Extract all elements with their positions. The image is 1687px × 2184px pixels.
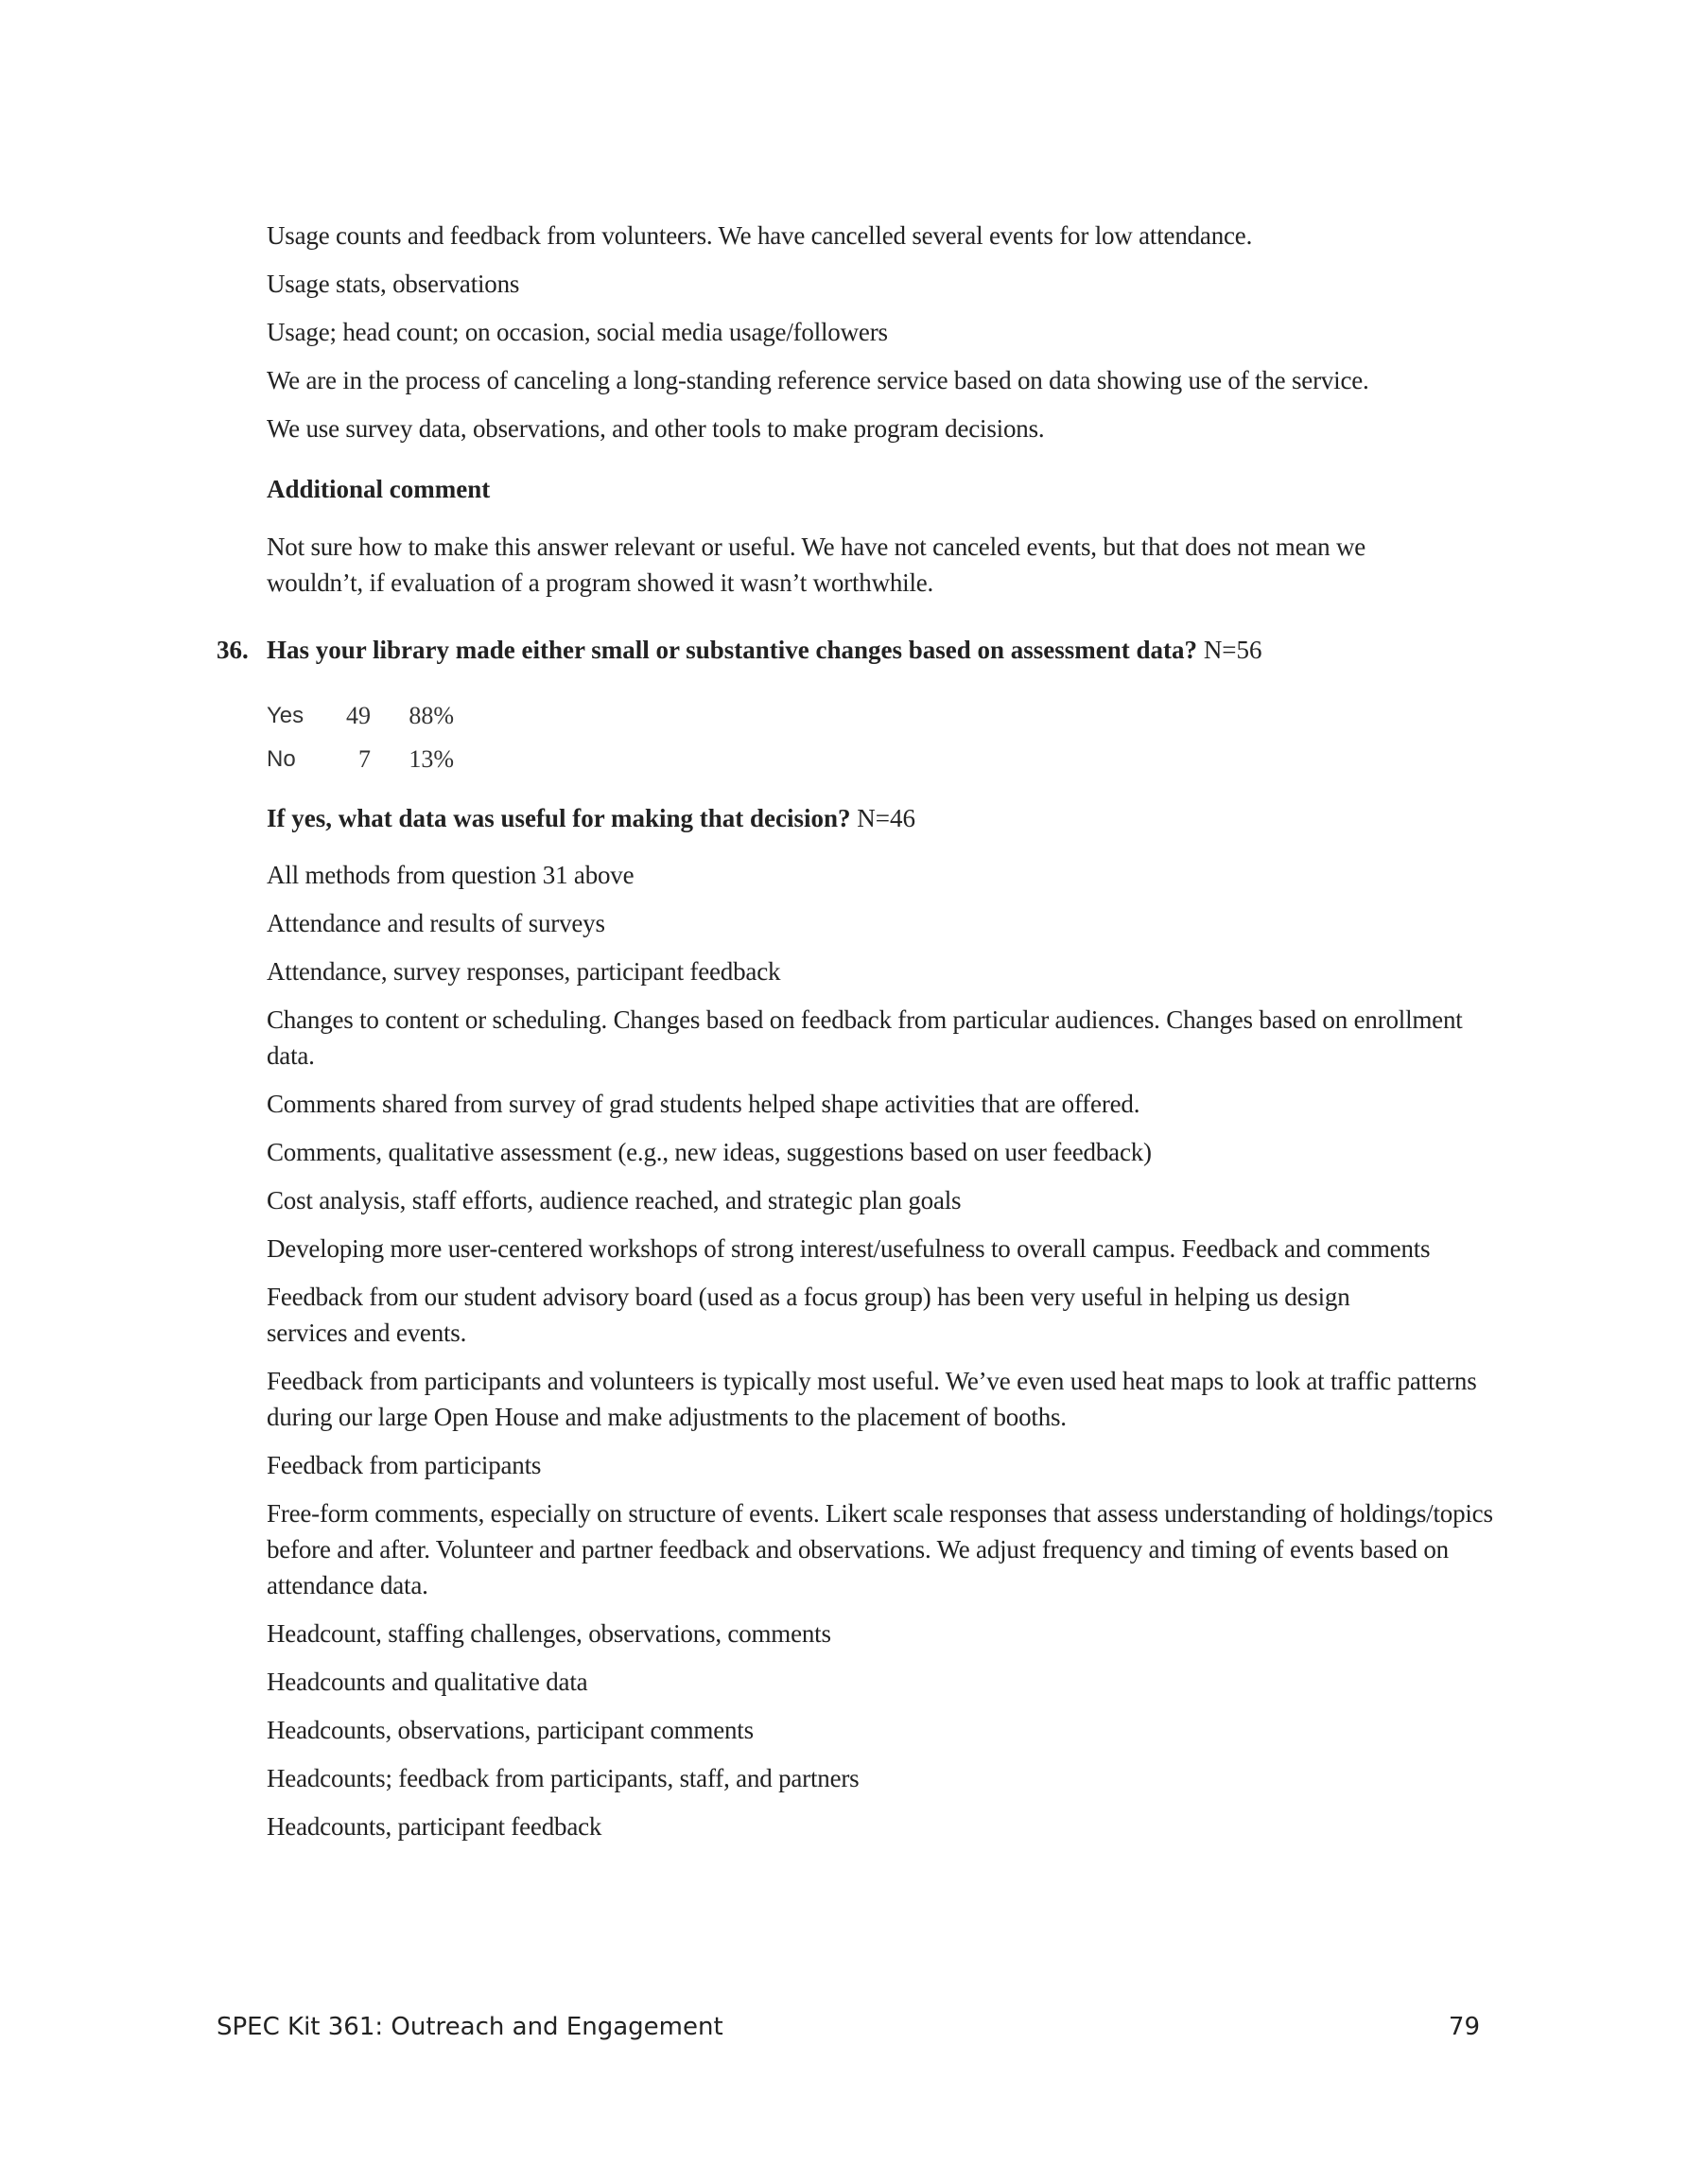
result-row	[267, 738, 454, 781]
additional-comment-heading: Additional comment	[267, 475, 491, 503]
footer-title: SPEC Kit 361: Outreach and Engagement	[217, 2013, 723, 2041]
response-item: Headcount, staffing challenges, observations, comments	[267, 1619, 831, 1648]
result-percent: 13%	[409, 745, 454, 773]
previous-responses	[267, 218, 1496, 446]
question-number: 36.	[217, 636, 249, 664]
response-item: Changes to content or scheduling. Changes based on feedback from particular audiences. Changes based on enrollment data.	[267, 1005, 1463, 1070]
question-heading	[217, 632, 1496, 668]
response-item: All methods from question 31 above	[267, 861, 635, 889]
question-text: Has your library made either small or substantive changes based on assessment data?	[267, 636, 1198, 664]
followup-responses	[267, 857, 1496, 1844]
page-number: 79	[1448, 2013, 1480, 2041]
response-item: Developing more user-centered workshops of strong interest/usefulness to overall campus. Feedback and comments	[267, 1234, 1431, 1263]
response-item: Usage; head count; on occasion, social media usage/followers	[267, 318, 888, 346]
response-item: Headcounts; feedback from participants, staff, and partners	[267, 1764, 860, 1792]
additional-comment-text: Not sure how to make this answer relevant or useful. We have not canceled events, but that does not mean we wouldn’t, if evaluation of a program showed it wasn’t worthwhile.	[267, 533, 1366, 597]
response-item: Headcounts and qualitative data	[267, 1668, 588, 1696]
result-label: Yes	[267, 703, 304, 728]
response-item: Usage counts and feedback from volunteers. We have cancelled several events for low attendance.	[267, 221, 1253, 250]
results-table	[267, 694, 454, 781]
response-item: Feedback from participants	[267, 1451, 542, 1479]
result-count: 7	[358, 745, 371, 773]
response-item: Attendance and results of surveys	[267, 909, 605, 937]
result-count: 49	[346, 702, 371, 729]
response-item: Attendance, survey responses, participant feedback	[267, 957, 781, 986]
response-item: Comments, qualitative assessment (e.g., new ideas, suggestions based on user feedback)	[267, 1138, 1152, 1166]
response-item: Cost analysis, staff efforts, audience reached, and strategic plan goals	[267, 1186, 962, 1214]
result-label: No	[267, 746, 296, 772]
question-n: N=56	[1203, 636, 1262, 664]
response-item: Comments shared from survey of grad students helped shape activities that are offered.	[267, 1090, 1140, 1118]
followup-question	[267, 800, 1496, 836]
response-item: We are in the process of canceling a long-standing reference service based on data showing use of the service.	[267, 366, 1369, 394]
result-row	[267, 694, 454, 738]
response-item: Headcounts, observations, participant comments	[267, 1716, 754, 1744]
response-item: We use survey data, observations, and other tools to make program decisions.	[267, 414, 1045, 443]
followup-n: N=46	[857, 804, 916, 832]
result-percent: 88%	[409, 702, 454, 729]
additional-comment	[267, 471, 1496, 601]
response-item: Usage stats, observations	[267, 270, 520, 298]
page-content	[217, 218, 1496, 1857]
response-item: Feedback from participants and volunteers is typically most useful. We’ve even used heat maps to look at traffic patterns during our large Open House and make adjustments to the placement of booths.	[267, 1367, 1477, 1431]
response-item: Free-form comments, especially on structure of events. Likert scale responses that assess understanding of holdings/topics before and after. Volunteer and partner feedback and observations. We adjust frequency and timing of events based on attendance data.	[267, 1499, 1493, 1599]
response-item: Headcounts, participant feedback	[267, 1812, 602, 1841]
followup-text: If yes, what data was useful for making that decision?	[267, 804, 851, 832]
response-item: Feedback from our student advisory board (used as a focus group) has been very useful in helping us design services and events.	[267, 1283, 1350, 1347]
